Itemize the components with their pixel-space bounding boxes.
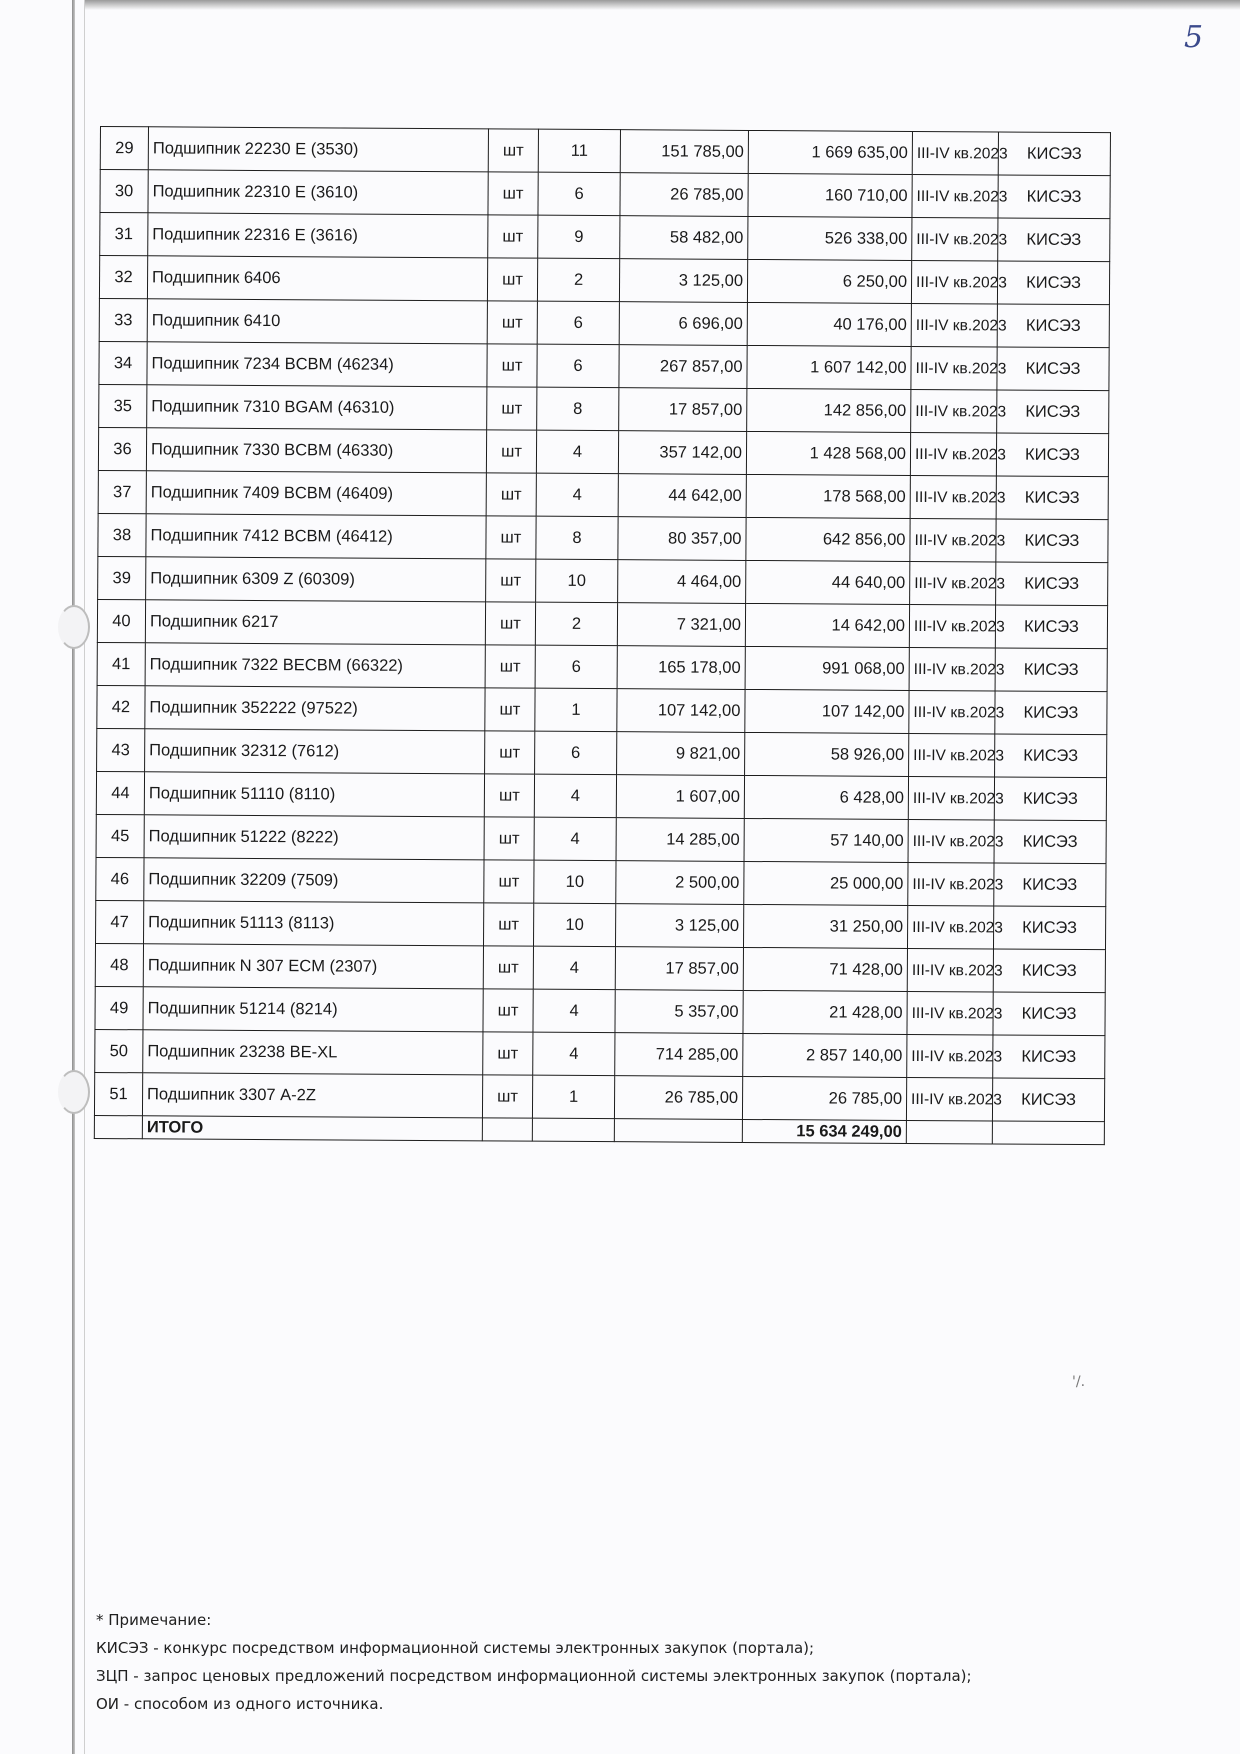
- item-unit: шт: [483, 1032, 533, 1075]
- row-number: 36: [98, 427, 146, 470]
- note-oi: ОИ - способом из одного источника.: [96, 1695, 384, 1713]
- item-period: III-IV кв.2023: [907, 905, 993, 949]
- item-unit-price: 4 464,00: [618, 560, 746, 604]
- punch-hole-lower: [58, 1070, 90, 1114]
- table-row: [100, 170, 1110, 219]
- binding-edge: [72, 0, 75, 1754]
- table-row: [99, 256, 1109, 305]
- item-procurement-method: КИСЭЗ: [997, 347, 1109, 391]
- total-row: [94, 1115, 1104, 1144]
- item-unit: шт: [488, 215, 538, 258]
- item-procurement-method: КИСЭЗ: [995, 734, 1107, 778]
- note-zcp: ЗЦП - запрос ценовых предложений посредством информационной системы электронных закупок (портала);: [96, 1667, 972, 1685]
- item-quantity: 6: [537, 344, 619, 388]
- item-name: Подшипник 7409 BCBM (46409): [146, 471, 486, 516]
- item-procurement-method: КИСЭЗ: [997, 390, 1109, 434]
- table-row: [96, 814, 1106, 863]
- row-number: 49: [95, 986, 143, 1029]
- item-name: Подшипник 51214 (8214): [143, 987, 483, 1032]
- table-row: [98, 513, 1108, 562]
- item-unit: шт: [486, 559, 536, 602]
- item-unit-price: 267 857,00: [619, 345, 747, 389]
- item-procurement-method: КИСЭЗ: [993, 949, 1105, 993]
- row-number: 30: [100, 170, 148, 213]
- item-unit-price: 6 696,00: [619, 302, 747, 346]
- table-row: [94, 1072, 1104, 1121]
- item-total: 14 642,00: [745, 603, 909, 647]
- item-quantity: 9: [538, 215, 620, 259]
- item-period: III-IV кв.2023: [908, 862, 994, 906]
- table-row: [96, 857, 1106, 906]
- row-number: 39: [98, 556, 146, 599]
- item-total: 142 856,00: [747, 388, 911, 432]
- item-period: III-IV кв.2023: [911, 346, 997, 390]
- row-number: 45: [96, 814, 144, 857]
- item-period: III-IV кв.2023: [910, 432, 996, 476]
- item-unit-price: 58 482,00: [620, 216, 748, 260]
- item-unit: шт: [488, 172, 538, 215]
- item-total: 40 176,00: [747, 302, 911, 346]
- item-period: III-IV кв.2023: [909, 647, 995, 691]
- table-row: [99, 384, 1109, 433]
- item-procurement-method: КИСЭЗ: [997, 304, 1109, 348]
- table-row: [95, 986, 1105, 1035]
- row-number: 42: [97, 685, 145, 728]
- item-period: III-IV кв.2023: [912, 217, 998, 261]
- item-quantity: 4: [536, 473, 618, 517]
- item-procurement-method: КИСЭЗ: [994, 820, 1106, 864]
- total-empty-cell: [532, 1118, 614, 1142]
- item-unit: шт: [485, 731, 535, 774]
- item-name: Подшипник 6406: [147, 256, 487, 301]
- item-procurement-method: КИСЭЗ: [996, 519, 1108, 563]
- total-sum: 15 634 249,00: [742, 1119, 906, 1143]
- item-total: 31 250,00: [743, 904, 907, 948]
- table-row: [97, 642, 1107, 691]
- row-number: 33: [99, 298, 147, 341]
- item-name: Подшипник 352222 (97522): [145, 686, 485, 731]
- item-unit: шт: [487, 344, 537, 387]
- row-number: 51: [94, 1072, 142, 1115]
- item-procurement-method: КИСЭЗ: [993, 906, 1105, 950]
- total-label: ИТОГО: [142, 1116, 482, 1141]
- item-procurement-method: КИСЭЗ: [996, 433, 1108, 477]
- item-unit: шт: [485, 688, 535, 731]
- item-procurement-method: КИСЭЗ: [995, 691, 1107, 735]
- item-quantity: 8: [537, 387, 619, 431]
- row-number: 34: [99, 341, 147, 384]
- item-total: 1 669 635,00: [748, 130, 912, 174]
- item-period: III-IV кв.2023: [908, 776, 994, 820]
- total-empty-cell: [482, 1118, 532, 1141]
- item-quantity: 4: [533, 989, 615, 1033]
- item-period: III-IV кв.2023: [911, 303, 997, 347]
- note-heading: * Примечание:: [96, 1611, 212, 1629]
- item-total: 642 856,00: [746, 517, 910, 561]
- table-row: [98, 556, 1108, 605]
- row-number: 35: [99, 384, 147, 427]
- row-number: 48: [95, 943, 143, 986]
- item-unit-price: 26 785,00: [620, 173, 748, 217]
- item-unit-price: 151 785,00: [620, 130, 748, 174]
- item-period: III-IV кв.2023: [909, 733, 995, 777]
- row-number: 29: [100, 127, 148, 170]
- row-number: 44: [96, 771, 144, 814]
- item-unit: шт: [483, 946, 533, 989]
- item-procurement-method: КИСЭЗ: [992, 1078, 1104, 1122]
- item-unit: шт: [484, 774, 534, 817]
- item-unit: шт: [482, 1075, 532, 1118]
- item-name: Подшипник N 307 ECM (2307): [143, 944, 483, 989]
- item-unit: шт: [487, 301, 537, 344]
- table-row: [97, 728, 1107, 777]
- item-unit: шт: [485, 645, 535, 688]
- item-total: 44 640,00: [746, 560, 910, 604]
- item-period: III-IV кв.2023: [907, 948, 993, 992]
- row-number: 41: [97, 642, 145, 685]
- item-unit-price: 7 321,00: [617, 603, 745, 647]
- item-procurement-method: КИСЭЗ: [994, 777, 1106, 821]
- table-row: [97, 599, 1107, 648]
- item-total: 526 338,00: [748, 216, 912, 260]
- table-row: [99, 341, 1109, 390]
- item-name: Подшипник 23238 BE-XL: [143, 1030, 483, 1075]
- item-unit: шт: [486, 430, 536, 473]
- item-unit-price: 17 857,00: [615, 947, 743, 991]
- item-unit: шт: [484, 860, 534, 903]
- item-total: 160 710,00: [748, 173, 912, 217]
- row-number: 50: [95, 1029, 143, 1072]
- item-procurement-method: КИСЭЗ: [998, 175, 1110, 219]
- item-period: III-IV кв.2023: [909, 690, 995, 734]
- item-total: 21 428,00: [743, 990, 907, 1034]
- total-empty-cell: [614, 1119, 742, 1143]
- row-number: 38: [98, 513, 146, 556]
- item-procurement-method: КИСЭЗ: [998, 218, 1110, 262]
- item-unit-price: 5 357,00: [615, 990, 743, 1034]
- item-quantity: 4: [534, 817, 616, 861]
- total-empty-cell: [992, 1121, 1104, 1145]
- item-unit: шт: [487, 258, 537, 301]
- item-unit-price: 3 125,00: [619, 259, 747, 303]
- item-total: 58 926,00: [745, 732, 909, 776]
- item-period: III-IV кв.2023: [912, 131, 998, 175]
- table-row: [99, 298, 1109, 347]
- item-unit: шт: [483, 903, 533, 946]
- row-number: 43: [97, 728, 145, 771]
- note-kisez: КИСЭЗ - конкурс посредством информационной системы электронных закупок (портала);: [96, 1639, 815, 1657]
- item-quantity: 4: [533, 1032, 615, 1076]
- item-period: III-IV кв.2023: [910, 518, 996, 562]
- item-name: Подшипник 7412 BCBM (46412): [146, 514, 486, 559]
- item-quantity: 2: [535, 602, 617, 646]
- item-quantity: 10: [536, 559, 618, 603]
- item-unit-price: 2 500,00: [616, 861, 744, 905]
- row-number: 47: [96, 900, 144, 943]
- handwritten-page-number: 5: [1184, 20, 1204, 55]
- item-unit-price: 17 857,00: [619, 388, 747, 432]
- total-empty-cell: [94, 1115, 142, 1138]
- item-quantity: 6: [538, 172, 620, 216]
- item-unit: шт: [488, 129, 538, 172]
- goods-table: [94, 126, 1111, 1145]
- item-unit-price: 44 642,00: [618, 474, 746, 518]
- item-procurement-method: КИСЭЗ: [997, 261, 1109, 305]
- item-quantity: 10: [534, 860, 616, 904]
- item-quantity: 4: [533, 946, 615, 990]
- item-name: Подшипник 22316 Е (3616): [148, 213, 488, 258]
- item-quantity: 1: [535, 688, 617, 732]
- item-period: III-IV кв.2023: [907, 991, 993, 1035]
- item-unit-price: 107 142,00: [617, 689, 745, 733]
- item-unit-price: 3 125,00: [615, 904, 743, 948]
- item-unit: шт: [485, 602, 535, 645]
- item-total: 1 428 568,00: [746, 431, 910, 475]
- item-name: Подшипник 22230 Е (3530): [148, 127, 488, 172]
- item-period: III-IV кв.2023: [909, 604, 995, 648]
- total-empty-cell: [906, 1120, 992, 1144]
- item-period: III-IV кв.2023: [911, 260, 997, 304]
- table-row: [95, 943, 1105, 992]
- item-unit: шт: [484, 817, 534, 860]
- table-body: [94, 127, 1110, 1122]
- item-period: III-IV кв.2023: [912, 174, 998, 218]
- item-total: 991 068,00: [745, 646, 909, 690]
- item-name: Подшипник 6217: [145, 600, 485, 645]
- table-row: [100, 127, 1110, 176]
- table-row: [96, 771, 1106, 820]
- item-period: III-IV кв.2023: [910, 475, 996, 519]
- item-period: III-IV кв.2023: [906, 1077, 992, 1121]
- row-number: 32: [99, 256, 147, 299]
- item-total: 178 568,00: [746, 474, 910, 518]
- table-row: [95, 1029, 1105, 1078]
- row-number: 46: [96, 857, 144, 900]
- item-quantity: 11: [538, 129, 620, 173]
- scan-speck: '/.: [1072, 1374, 1086, 1390]
- row-number: 37: [98, 470, 146, 513]
- item-total: 2 857 140,00: [743, 1033, 907, 1077]
- item-name: Подшипник 6410: [147, 299, 487, 344]
- item-name: Подшипник 3307 A-2Z: [142, 1073, 482, 1118]
- item-unit-price: 14 285,00: [616, 818, 744, 862]
- table-row: [98, 470, 1108, 519]
- item-total: 1 607 142,00: [747, 345, 911, 389]
- item-unit-price: 714 285,00: [615, 1033, 743, 1077]
- item-total: 107 142,00: [745, 689, 909, 733]
- scan-top-shadow: [84, 0, 1240, 10]
- item-name: Подшипник 32312 (7612): [145, 729, 485, 774]
- item-total: 25 000,00: [744, 861, 908, 905]
- item-quantity: 6: [535, 731, 617, 775]
- item-quantity: 8: [536, 516, 618, 560]
- item-unit: шт: [486, 516, 536, 559]
- item-total: 57 140,00: [744, 818, 908, 862]
- item-unit-price: 1 607,00: [616, 775, 744, 819]
- item-quantity: 4: [534, 774, 616, 818]
- item-name: Подшипник 22310 Е (3610): [148, 170, 488, 215]
- item-total: 71 428,00: [743, 947, 907, 991]
- item-procurement-method: КИСЭЗ: [995, 605, 1107, 649]
- item-period: III-IV кв.2023: [907, 1034, 993, 1078]
- item-unit-price: 357 142,00: [618, 431, 746, 475]
- item-quantity: 1: [532, 1075, 614, 1119]
- item-unit-price: 9 821,00: [617, 732, 745, 776]
- item-procurement-method: КИСЭЗ: [996, 562, 1108, 606]
- item-unit-price: 26 785,00: [614, 1076, 742, 1120]
- item-period: III-IV кв.2023: [911, 389, 997, 433]
- table-row: [100, 213, 1110, 262]
- item-name: Подшипник 51113 (8113): [144, 901, 484, 946]
- item-total: 26 785,00: [742, 1076, 906, 1120]
- item-quantity: 2: [537, 258, 619, 302]
- item-procurement-method: КИСЭЗ: [995, 648, 1107, 692]
- item-quantity: 6: [535, 645, 617, 689]
- item-quantity: 4: [536, 430, 618, 474]
- item-name: Подшипник 7322 BECBM (66322): [145, 643, 485, 688]
- item-quantity: 10: [533, 903, 615, 947]
- item-period: III-IV кв.2023: [908, 819, 994, 863]
- punch-hole-upper: [58, 605, 90, 649]
- item-period: III-IV кв.2023: [910, 561, 996, 605]
- row-number: 31: [100, 213, 148, 256]
- item-quantity: 6: [537, 301, 619, 345]
- footnotes: [96, 1606, 972, 1718]
- item-name: Подшипник 7234 BCBM (46234): [147, 342, 487, 387]
- item-name: Подшипник 6309 Z (60309): [146, 557, 486, 602]
- item-unit-price: 80 357,00: [618, 517, 746, 561]
- item-name: Подшипник 7310 BGAM (46310): [147, 385, 487, 430]
- table-row: [98, 427, 1108, 476]
- item-procurement-method: КИСЭЗ: [993, 992, 1105, 1036]
- item-procurement-method: КИСЭЗ: [994, 863, 1106, 907]
- item-unit: шт: [483, 989, 533, 1032]
- item-total: 6 428,00: [744, 775, 908, 819]
- item-name: Подшипник 7330 BCBM (46330): [146, 428, 486, 473]
- row-number: 40: [97, 599, 145, 642]
- binding-edge-line: [84, 0, 85, 1754]
- item-procurement-method: КИСЭЗ: [993, 1035, 1105, 1079]
- item-unit: шт: [486, 473, 536, 516]
- item-name: Подшипник 51222 (8222): [144, 815, 484, 860]
- item-unit: шт: [487, 387, 537, 430]
- item-procurement-method: КИСЭЗ: [998, 132, 1110, 176]
- item-name: Подшипник 32209 (7509): [144, 858, 484, 903]
- item-total: 6 250,00: [747, 259, 911, 303]
- item-unit-price: 165 178,00: [617, 646, 745, 690]
- item-procurement-method: КИСЭЗ: [996, 476, 1108, 520]
- item-name: Подшипник 51110 (8110): [144, 772, 484, 817]
- table-row: [97, 685, 1107, 734]
- table-row: [96, 900, 1106, 949]
